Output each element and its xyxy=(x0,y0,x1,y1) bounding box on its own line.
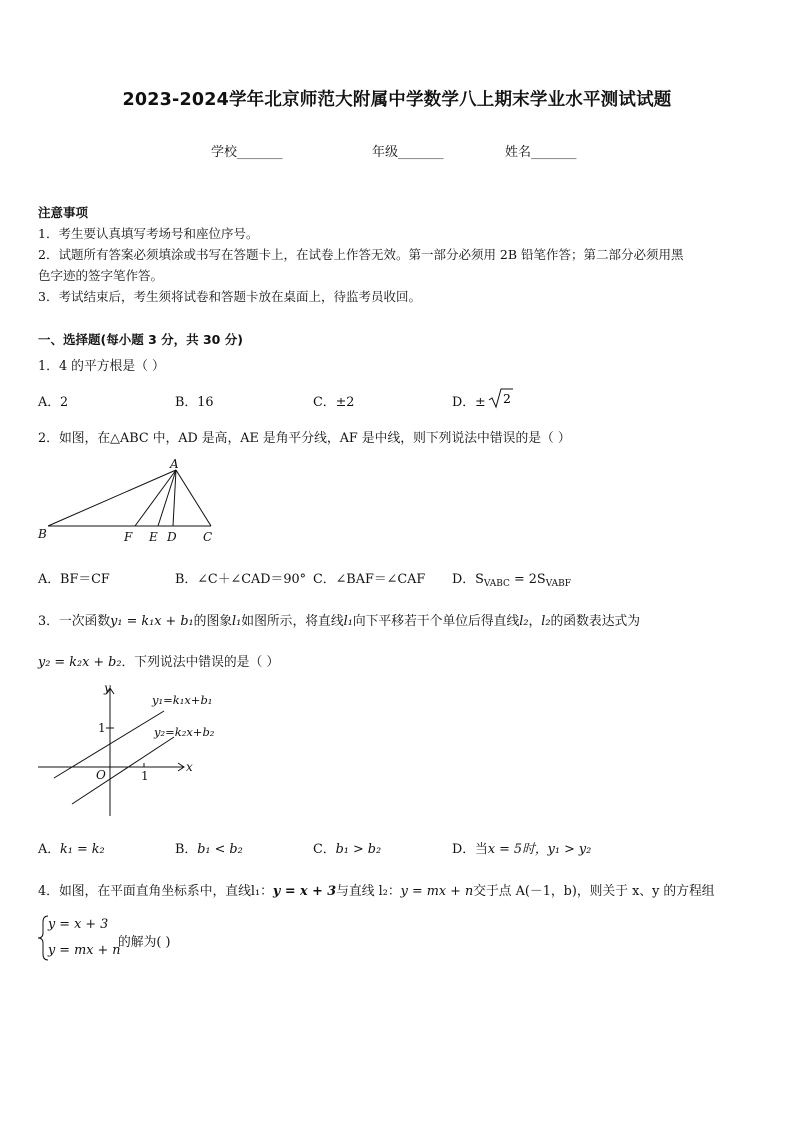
school-field: 学校_______ xyxy=(211,145,283,160)
q1-option-c: C．±2 xyxy=(313,395,355,410)
label-line2: y₂=k₂x+b₂ xyxy=(154,725,215,739)
q4-stem: 4．如图，在平面直角坐标系中，直线l₁：y = x + 3与直线 l₂：y = mx + n交于点 A(－1，b)，则关于 x、y 的方程组 xyxy=(38,884,715,899)
q2-stem: 2．如图，在△ABC 中，AD 是高，AE 是角平分线，AF 是中线，则下列说法中错误的是（ ） xyxy=(38,431,571,446)
q4-stem-tail: 的解为( ) xyxy=(118,935,171,950)
q1-option-d: D．± xyxy=(452,395,486,410)
q1-option-b: B．16 xyxy=(175,395,214,410)
label-line1: y₁=k₁x+b₁ xyxy=(152,693,213,707)
q1-stem: 1．4 的平方根是（ ） xyxy=(38,359,165,374)
q2-d-s1: S xyxy=(475,572,484,587)
segment-ab xyxy=(48,470,176,526)
q2-d-sub2: VABF xyxy=(545,579,571,589)
q3-option-c: C．b₁ > b₂ xyxy=(313,842,382,857)
q1-option-a: A．2 xyxy=(38,395,69,410)
page-title: 2023-2024学年北京师范大附属中学数学八上期末学业水平测试试题 xyxy=(122,90,672,110)
q3-stem: 3．一次函数y₁ = k₁x + b₁的图象l₁如图所示，将直线l₁向下平移若干个单位后得直线l₂，l₂的函数表达式为 xyxy=(38,614,641,629)
label-y: y xyxy=(104,681,111,695)
system-line-2: y = mx + n xyxy=(48,943,121,958)
notice-item-1: 1．考生要认真填写考场号和座位序号。 xyxy=(38,226,259,241)
label-one-y: 1 xyxy=(98,721,106,735)
q2-option-c: C．∠BAF＝∠CAF xyxy=(313,572,426,587)
label-b: B xyxy=(38,527,47,541)
label-one-x: 1 xyxy=(141,769,149,783)
q4-eq1: y = x + 3 xyxy=(272,884,337,899)
section-heading: 一、选择题(每小题 3 分，共 30 分) xyxy=(38,332,243,347)
q2-option-d: D．$S_{VABC} = 2S_{VABF}$ xyxy=(452,572,571,589)
q3-option-a: A．k₁ = k₂ xyxy=(38,842,105,857)
system-line-1: y = x + 3 xyxy=(48,917,109,932)
segment-ac xyxy=(176,470,211,526)
notice-item-2-cont: 色字迹的签字笔作答。 xyxy=(38,268,164,283)
label-f: F xyxy=(124,530,133,544)
q3-option-d: D．当x = 5时，y₁ > y₂ xyxy=(452,842,592,857)
label-origin: O xyxy=(96,768,106,782)
q3-formula-2: y₂ = k₂x + b₂ xyxy=(38,655,122,670)
q3-option-b: B．b₁ < b₂ xyxy=(175,842,243,857)
label-d: D xyxy=(167,530,177,544)
segment-af xyxy=(135,470,176,526)
sqrt-symbol xyxy=(488,387,514,409)
notice-item-3: 3．考试结束后，考生须将试卷和答题卡放在桌面上，待监考员收回。 xyxy=(38,289,421,304)
notice-item-2: 2．试题所有答案必须填涂或书写在答题卡上，在试卷上作答无效。第一部分必须用 2B 铅笔作答；第二部分必须用黑 xyxy=(38,247,684,262)
coordinate-figure xyxy=(34,678,234,820)
label-a: A xyxy=(170,457,179,471)
sqrt-value: 2 xyxy=(503,391,511,406)
name-field: 姓名_______ xyxy=(505,145,577,160)
line-l2 xyxy=(72,737,174,804)
label-e: E xyxy=(149,530,158,544)
q2-option-a: A．BF＝CF xyxy=(38,572,110,587)
notice-heading: 注意事项 xyxy=(38,205,89,220)
q2-d-mid: = 2S xyxy=(509,572,546,587)
label-x: x xyxy=(186,760,193,774)
label-c: C xyxy=(203,530,213,544)
q4-eq2: y = mx + n xyxy=(400,884,474,899)
q3-stem-line2: y₂ = k₂x + b₂．下列说法中错误的是（ ） xyxy=(38,655,280,670)
q2-d-sub1: VABC xyxy=(483,579,510,589)
line-l1 xyxy=(54,711,164,778)
triangle-figure xyxy=(34,455,224,547)
q2-option-b: B．∠C＋∠CAD＝90° xyxy=(175,572,307,587)
q3-formula-1: y₁ = k₁x + b₁ xyxy=(110,614,194,629)
grade-field: 年级_______ xyxy=(372,145,444,160)
